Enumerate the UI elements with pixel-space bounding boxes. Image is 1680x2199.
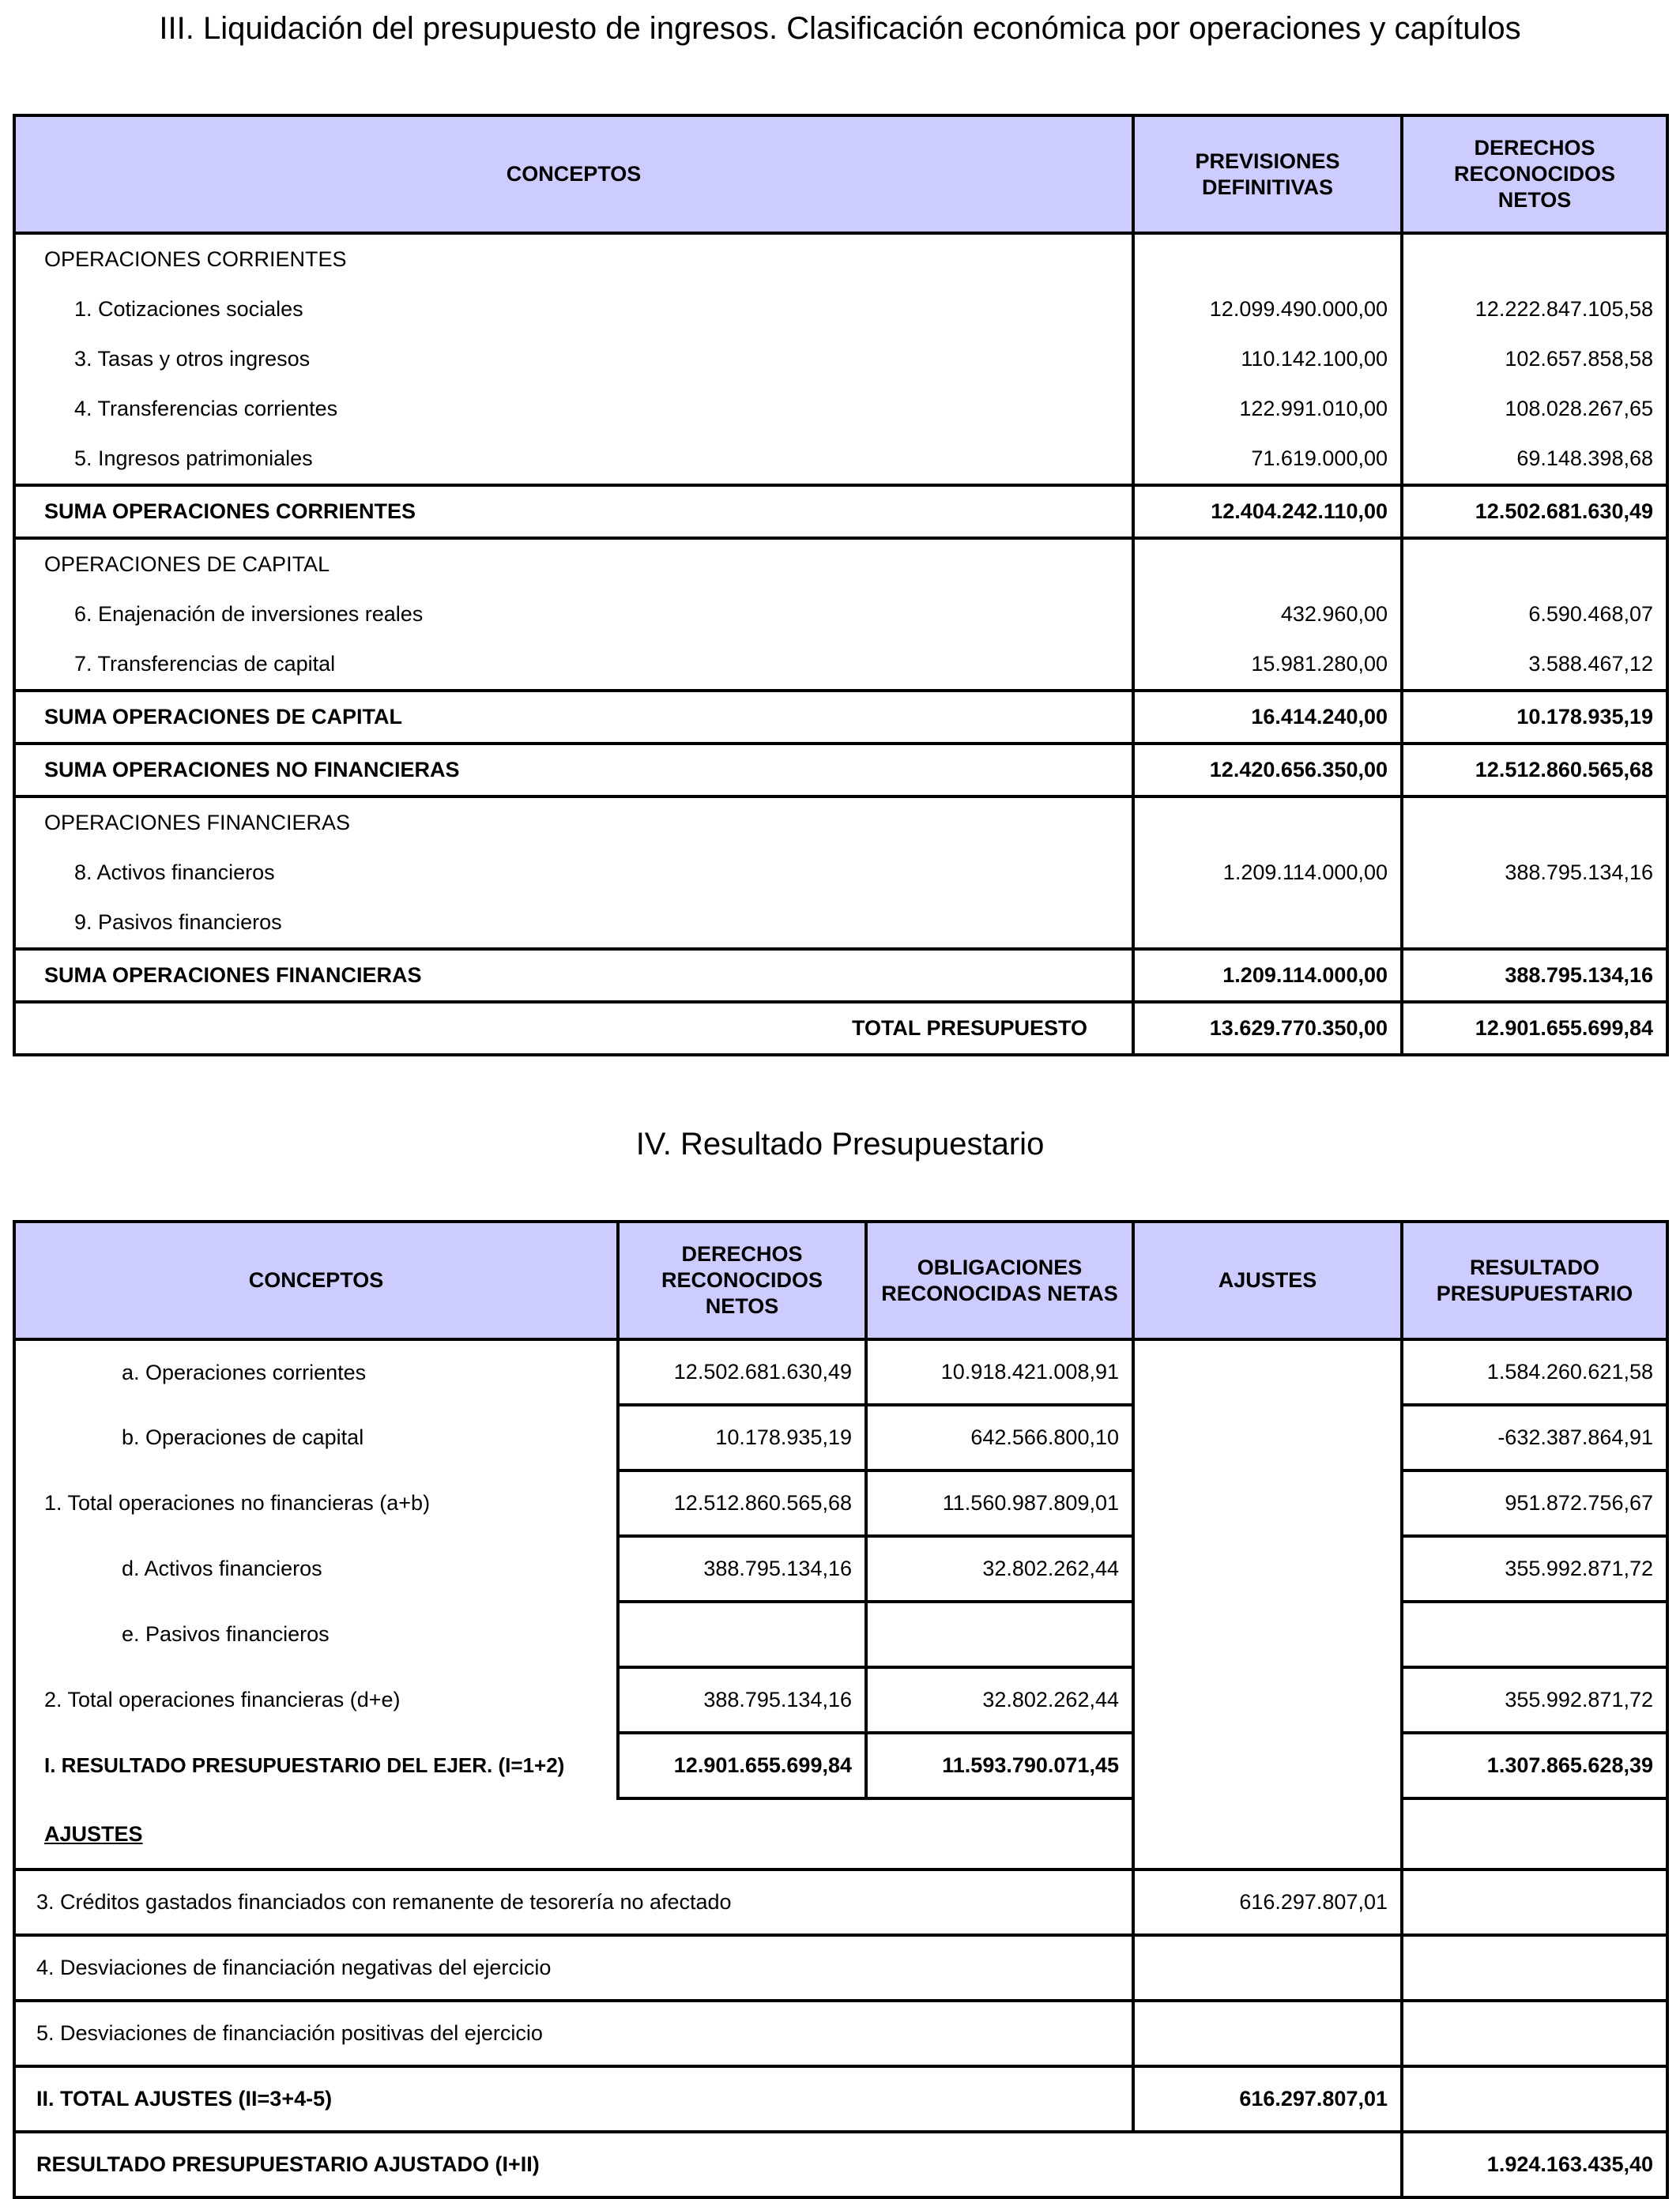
table-row: 2. Total operaciones financieras (d+e) 388.795.134,16 32.802.262,44 355.992.871,72: [14, 1667, 1667, 1733]
sum-row: SUMA OPERACIONES DE CAPITAL 16.414.240,00 10.178.935,19: [14, 691, 1667, 744]
header-resultado: RESULTADO PRESUPUESTARIO: [1402, 1222, 1667, 1339]
total-ajustes-row: II. TOTAL AJUSTES (II=3+4-5) 616.297.807,01: [14, 2066, 1667, 2132]
header-ajustes: AJUSTES: [1133, 1222, 1402, 1339]
ajustes-blank: [1133, 1339, 1402, 1870]
group-heading: OPERACIONES DE CAPITAL: [14, 538, 1133, 589]
ajustes-heading: AJUSTES: [44, 1821, 143, 1846]
ajustes-heading-row: [14, 1798, 1667, 1870]
header-previsiones: PREVISIONES DEFINITIVAS: [1133, 115, 1402, 233]
table-row: 4. Desviaciones de financiación negativas del ejercicio: [14, 1935, 1667, 2001]
group-heading: OPERACIONES CORRIENTES: [14, 233, 1133, 284]
table-row: 9. Pasivos financieros: [14, 898, 1667, 949]
header-obligaciones: OBLIGACIONES RECONOCIDAS NETAS: [866, 1222, 1133, 1339]
income-budget-table: [13, 114, 1669, 1056]
table-row: 5. Ingresos patrimoniales 71.619.000,00 69.148.398,68: [14, 434, 1667, 485]
group-heading: OPERACIONES FINANCIERAS: [14, 796, 1133, 848]
final-result-row: RESULTADO PRESUPUESTARIO AJUSTADO (I+II) 1.924.163.435,40: [14, 2132, 1667, 2197]
table-row: 3. Tasas y otros ingresos 110.142.100,00 102.657.858,58: [14, 334, 1667, 384]
table-row: 4. Transferencias corrientes 122.991.010,00 108.028.267,65: [14, 384, 1667, 434]
sum-row: SUMA OPERACIONES CORRIENTES 12.404.242.110,00 12.502.681.630,49: [14, 485, 1667, 538]
table-row: a. Operaciones corrientes 12.502.681.630,49 10.918.421.008,91 1.584.260.621,58: [14, 1339, 1667, 1405]
header-conceptos: CONCEPTOS: [14, 1222, 618, 1339]
sum-row: SUMA OPERACIONES NO FINANCIERAS 12.420.656.350,00 12.512.860.565,68: [14, 744, 1667, 796]
section4-title: IV. Resultado Presupuestario: [635, 1127, 1045, 1162]
table-row: d. Activos financieros 388.795.134,16 32.802.262,44 355.992.871,72: [14, 1536, 1667, 1602]
table-row: 8. Activos financieros 1.209.114.000,00 388.795.134,16: [14, 848, 1667, 898]
section3-title: III. Liquidación del presupuesto de ingresos. Clasificación económica por operaciones y capítulos: [159, 11, 1521, 46]
header-derechos: DERECHOS RECONOCIDOS NETOS: [618, 1222, 866, 1339]
table-row: b. Operaciones de capital 10.178.935,19 642.566.800,10 -632.387.864,91: [14, 1405, 1667, 1470]
table-row: 5. Desviaciones de financiación positivas del ejercicio: [14, 2001, 1667, 2066]
table-row: 1. Cotizaciones sociales 12.099.490.000,00 12.222.847.105,58: [14, 284, 1667, 334]
header-conceptos: CONCEPTOS: [14, 115, 1133, 233]
result-row: I. RESULTADO PRESUPUESTARIO DEL EJER. (I=1+2) 12.901.655.699,84 11.593.790.071,45 1.307.865.628,39: [14, 1733, 1667, 1798]
table-row: e. Pasivos financieros: [14, 1602, 1667, 1667]
total-row: TOTAL PRESUPUESTO 13.629.770.350,00 12.901.655.699,84: [14, 1002, 1667, 1055]
table-row: 6. Enajenación de inversiones reales 432.960,00 6.590.468,07: [14, 589, 1667, 639]
budget-result-table: [13, 1220, 1669, 2199]
sum-row: SUMA OPERACIONES FINANCIERAS 1.209.114.000,00 388.795.134,16: [14, 949, 1667, 1002]
table-row: 7. Transferencias de capital 15.981.280,00 3.588.467,12: [14, 639, 1667, 691]
table-row: 1. Total operaciones no financieras (a+b) 12.512.860.565,68 11.560.987.809,01 951.872.756,67: [14, 1470, 1667, 1536]
table-row: 3. Créditos gastados financiados con remanente de tesorería no afectado 616.297.807,01: [14, 1870, 1667, 1935]
header-derechos: DERECHOS RECONOCIDOS NETOS: [1402, 115, 1667, 233]
